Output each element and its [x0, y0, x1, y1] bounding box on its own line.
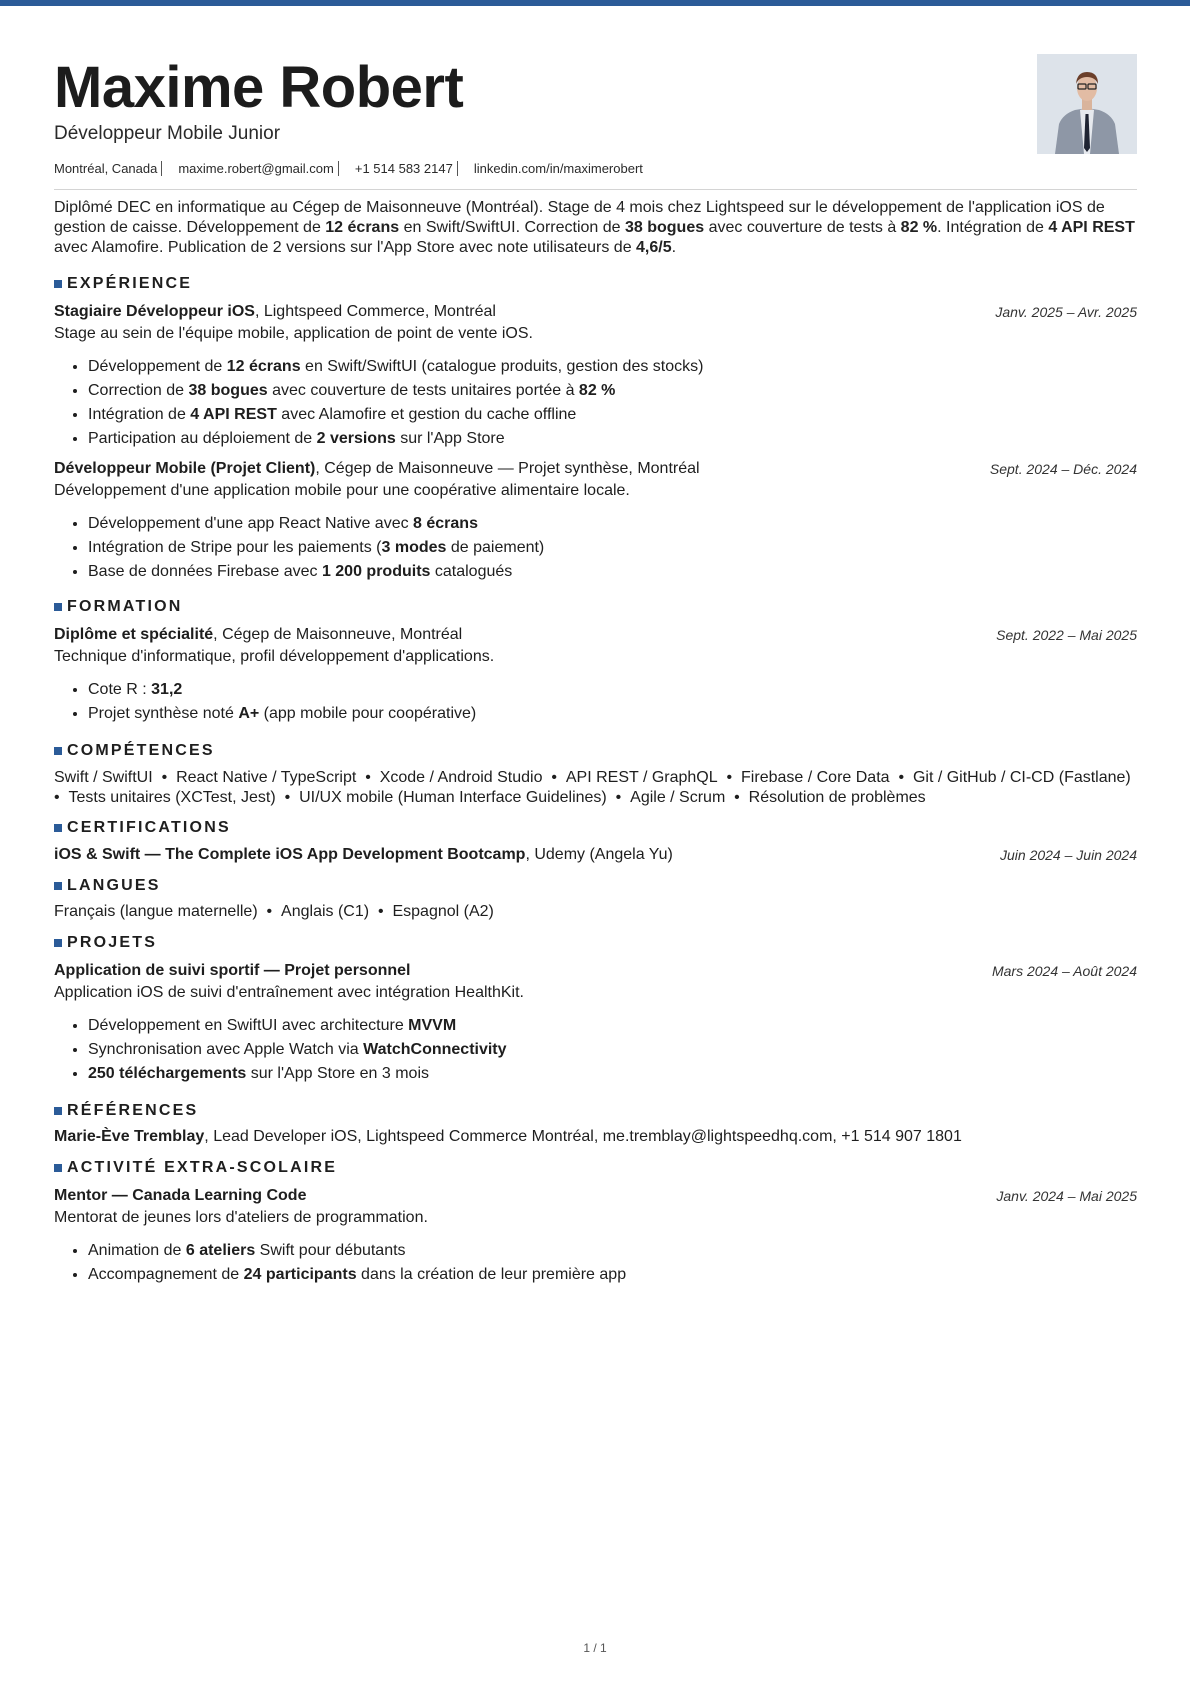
project-description: Application iOS de suivi d'entraînement avec intégration HealthKit. — [54, 984, 524, 1001]
list-item: • Développement de 12 écrans en Swift/SwiftUI (catalogue produits, gestion des stocks) — [88, 355, 1137, 379]
section-heading: FORMATION — [54, 597, 1137, 617]
list-item: • Accompagnement de 24 participants dans la création de leur première app — [88, 1263, 1137, 1287]
section-activity — [54, 1158, 1137, 1287]
education-date: Sept. 2022 – Mai 2025 — [996, 627, 1137, 643]
list-item: • Animation de 6 ateliers Swift pour débutants — [88, 1239, 1137, 1263]
candidate-name: Maxime Robert — [54, 55, 464, 120]
education-description: Technique d'informatique, profil développement d'applications. — [54, 648, 495, 665]
section-projects — [54, 933, 1137, 1086]
languages-list: Français (langue maternelle) • Anglais (C1) • Espagnol (A2) — [54, 903, 494, 920]
header-divider — [54, 189, 1137, 190]
activity-description: Mentorat de jeunes lors d'ateliers de programmation. — [54, 1209, 428, 1226]
profile-photo-icon — [1037, 54, 1137, 154]
section-heading: LANGUES — [54, 876, 1137, 896]
reference-entry: Marie-Ève Tremblay, Lead Developer iOS, Lightspeed Commerce Montréal, me.tremblay@lightspeedhq.com, +1 514 907 1801 — [54, 1128, 962, 1145]
divider — [161, 161, 162, 176]
square-bullet-icon — [54, 1164, 62, 1172]
project-date: Mars 2024 – Août 2024 — [991, 963, 1137, 979]
list-item: • Base de données Firebase avec 1 200 produits catalogués — [88, 560, 1137, 584]
job-entry-header: Développeur Mobile (Projet Client), Cégep de Maisonneuve — Projet synthèse, Montréal Sept. 2024 – Déc. 2024 — [54, 458, 1137, 480]
section-certifications — [54, 818, 1137, 866]
job-date: Janv. 2025 – Avr. 2025 — [995, 304, 1137, 320]
certification-entry: iOS & Swift — The Complete iOS App Development Bootcamp, Udemy (Angela Yu) Juin 2024 – Juin 2024 — [54, 844, 1137, 866]
contact-phone[interactable]: +1 514 583 2147 — [354, 161, 453, 176]
section-skills — [54, 741, 1137, 808]
section-languages — [54, 876, 1137, 922]
section-experience — [54, 274, 1137, 584]
activity-entry-header: Mentor — Canada Learning Code Janv. 2024 – Mai 2025 — [54, 1185, 1137, 1207]
education-entry-header: Diplôme et spécialité, Cégep de Maisonneuve, Montréal Sept. 2022 – Mai 2025 — [54, 624, 1137, 646]
skills-list: Swift / SwiftUI • React Native / TypeScript • Xcode / Android Studio • API REST / GraphQL • Firebase / Core Data • Git / GitHub / CI-CD (Fastlane) • Tests unitaires (XCTest, Jest) • UI/UX mobile (Human Interface Guidelines) • Agile / Scrum • Résolution de problèmes — [54, 769, 1136, 806]
list-item: • Développement en SwiftUI avec architecture MVVM — [88, 1014, 1137, 1038]
section-formation — [54, 597, 1137, 726]
contact-location: Montréal, Canada — [54, 161, 158, 176]
list-item: • Cote R : 31,2 — [88, 678, 1137, 702]
job-entry-header: Stagiaire Développeur iOS, Lightspeed Commerce, Montréal Janv. 2025 – Avr. 2025 — [54, 301, 1137, 323]
section-heading: EXPÉRIENCE — [54, 274, 1137, 294]
square-bullet-icon — [54, 882, 62, 890]
job-bullets — [54, 355, 1137, 451]
square-bullet-icon — [54, 1107, 62, 1115]
certification-date: Juin 2024 – Juin 2024 — [1000, 847, 1137, 863]
activity-date: Janv. 2024 – Mai 2025 — [996, 1188, 1137, 1204]
page-number: 1 / 1 — [583, 1641, 607, 1655]
project-entry-header: Application de suivi sportif — Projet personnel Mars 2024 – Août 2024 — [54, 960, 1137, 982]
section-heading: ACTIVITÉ EXTRA-SCOLAIRE — [54, 1158, 1137, 1178]
job-bullets — [54, 512, 1137, 584]
list-item: • Projet synthèse noté A+ (app mobile pour coopérative) — [88, 702, 1137, 726]
square-bullet-icon — [54, 280, 62, 288]
summary-paragraph: Diplômé DEC en informatique au Cégep de Maisonneuve (Montréal). Stage de 4 mois chez Lightspeed sur le développement de l'application iOS de gestion de caisse. Développement de 12 écrans en Swift/SwiftUI. Correction de 38 bogues avec couverture de tests à 82 %. Intégration de 4 API REST avec Alamofire. Publication de 2 versions sur l'App Store avec note utilisateurs de 4,6/5. — [54, 199, 1135, 256]
job-description: Stage au sein de l'équipe mobile, application de point de vente iOS. — [54, 325, 533, 342]
list-item: • Intégration de 4 API REST avec Alamofire et gestion du cache offline — [88, 403, 1137, 427]
top-accent-bar — [0, 0, 1190, 6]
square-bullet-icon — [54, 603, 62, 611]
section-heading: CERTIFICATIONS — [54, 818, 1137, 838]
divider — [457, 161, 458, 176]
list-item: • Correction de 38 bogues avec couverture de tests unitaires portée à 82 % — [88, 379, 1137, 403]
project-bullets — [54, 1014, 1137, 1086]
list-item: • Développement d'une app React Native avec 8 écrans — [88, 512, 1137, 536]
job-description: Développement d'une application mobile pour une coopérative alimentaire locale. — [54, 482, 630, 499]
activity-bullets — [54, 1239, 1137, 1287]
list-item: • Synchronisation avec Apple Watch via WatchConnectivity — [88, 1038, 1137, 1062]
square-bullet-icon — [54, 747, 62, 755]
job-date: Sept. 2024 – Déc. 2024 — [989, 461, 1137, 477]
square-bullet-icon — [54, 824, 62, 832]
list-item: • Participation au déploiement de 2 versions sur l'App Store — [88, 427, 1137, 451]
contact-line — [54, 160, 643, 178]
list-item: • Intégration de Stripe pour les paiements (3 modes de paiement) — [88, 536, 1137, 560]
square-bullet-icon — [54, 939, 62, 947]
list-item: • 250 téléchargements sur l'App Store en 3 mois — [88, 1062, 1137, 1086]
section-heading: RÉFÉRENCES — [54, 1101, 1137, 1121]
contact-email[interactable]: maxime.robert@gmail.com — [178, 161, 334, 176]
education-bullets — [54, 678, 1137, 726]
job-title: Développeur Mobile Junior — [54, 123, 281, 144]
section-heading: COMPÉTENCES — [54, 741, 1137, 761]
section-references — [54, 1101, 1137, 1147]
section-heading: PROJETS — [54, 933, 1137, 953]
divider — [338, 161, 339, 176]
contact-linkedin[interactable]: linkedin.com/in/maximerobert — [473, 161, 643, 176]
